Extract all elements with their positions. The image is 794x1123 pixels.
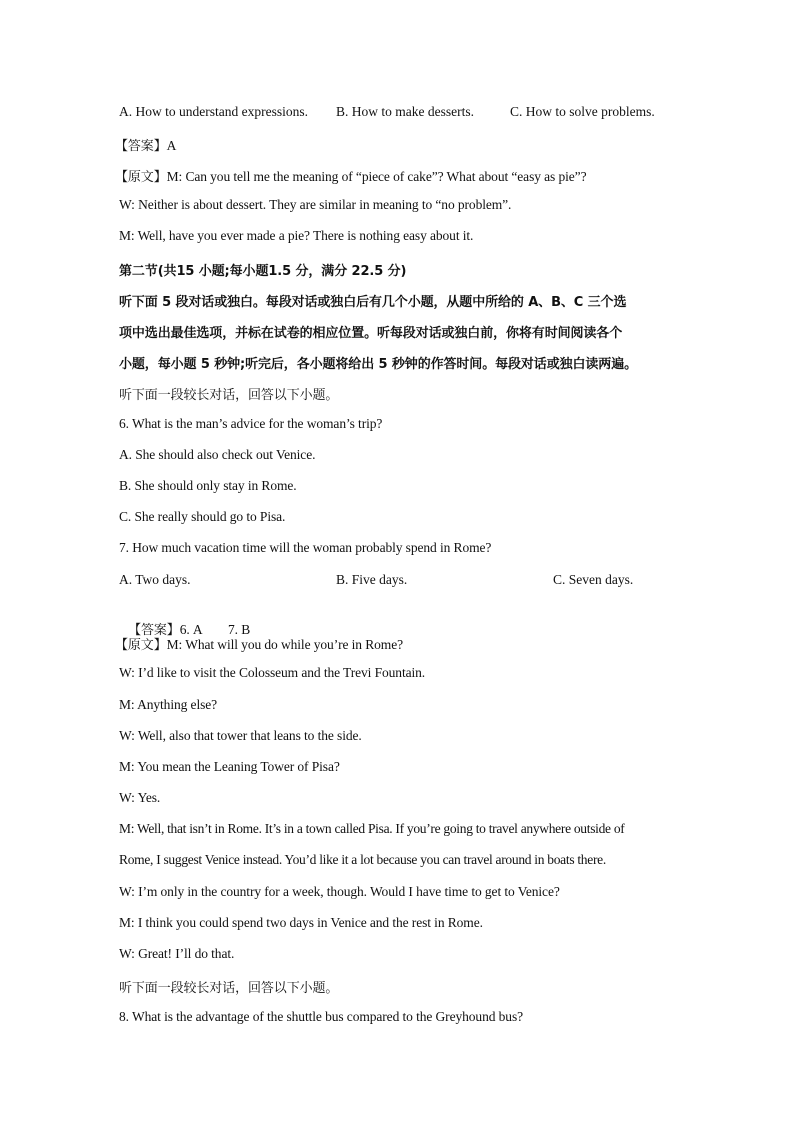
q6-option-c: C. She really should go to Pisa. — [119, 509, 286, 524]
q67-transcript-line-10: M: I think you could spend two days in Venice and the rest in Rome. — [119, 915, 483, 930]
transcript-label: 【原文】 — [115, 170, 167, 185]
q67-transcript-line-8: Rome, I suggest Venice instead. You’d like it a lot because you can travel around in boats there. — [119, 852, 606, 867]
section-2-instruction-1: 听下面 5 段对话或独白。每段对话或独白后有几个小题，从题中所给的 A、B、C 三个选 — [119, 295, 627, 310]
q67-transcript-line-9: W: I’m only in the country for a week, though. Would I have time to get to Venice? — [119, 884, 560, 899]
answer-label: 【答案】 — [115, 139, 167, 154]
transcript-text: M: Can you tell me the meaning of “piece of cake”? What about “easy as pie”? — [166, 169, 587, 184]
answer-value: A — [166, 138, 177, 153]
q5-option-b: B. How to make desserts. — [336, 104, 474, 119]
dialogue-intro-1: 听下面一段较长对话，回答以下小题。 — [119, 388, 339, 403]
section-2-title: 第二节(共15 小题;每小题1.5 分，满分 22.5 分) — [119, 264, 407, 279]
q67-transcript-line-4: W: Well, also that tower that leans to the side. — [119, 728, 362, 743]
q7-stem: 7. How much vacation time will the woman probably spend in Rome? — [119, 540, 492, 555]
q6-stem: 6. What is the man’s advice for the woman’s trip? — [119, 416, 383, 431]
q67-transcript-line-5: M: You mean the Leaning Tower of Pisa? — [119, 759, 340, 774]
answer-value: 6. A 7. B — [179, 622, 251, 637]
q5-option-c: C. How to solve problems. — [510, 104, 655, 119]
q67-transcript-line-3: M: Anything else? — [119, 697, 218, 712]
q5-transcript-line-1 — [115, 166, 587, 185]
q7-option-c: C. Seven days. — [553, 572, 634, 587]
q67-transcript-line-11: W: Great! I’ll do that. — [119, 946, 235, 961]
q5-transcript-line-3: M: Well, have you ever made a pie? There is nothing easy about it. — [119, 228, 474, 243]
transcript-label: 【原文】 — [115, 638, 167, 653]
q7-option-b: B. Five days. — [336, 572, 408, 587]
section-2-instruction-3: 小题，每小题 5 秒钟;听完后，各小题将给出 5 秒钟的作答时间。每段对话或独白读两遍。 — [119, 357, 637, 372]
q67-transcript-line-7: M: Well, that isn’t in Rome. It’s in a town called Pisa. If you’re going to travel anywhere outside of — [119, 821, 625, 836]
q8-stem: 8. What is the advantage of the shuttle bus compared to the Greyhound bus? — [119, 1009, 523, 1024]
q7-option-a: A. Two days. — [119, 572, 191, 587]
q6-option-b: B. She should only stay in Rome. — [119, 478, 297, 493]
q67-transcript-line-2: W: I’d like to visit the Colosseum and the Trevi Fountain. — [119, 665, 426, 680]
q67-transcript-line-1 — [115, 634, 403, 653]
transcript-text: M: What will you do while you’re in Rome? — [166, 637, 403, 652]
answer-label: 【答案】 — [128, 623, 180, 638]
section-2-instruction-2: 项中选出最佳选项，并标在试卷的相应位置。听每段对话或独白前，你将有时间阅读各个 — [119, 326, 623, 341]
q5-transcript-line-2: W: Neither is about dessert. They are similar in meaning to “no problem”. — [119, 197, 512, 212]
q5-answer — [115, 135, 177, 154]
q67-transcript-line-6: W: Yes. — [119, 790, 161, 805]
dialogue-intro-2: 听下面一段较长对话，回答以下小题。 — [119, 981, 339, 996]
q6-option-a: A. She should also check out Venice. — [119, 447, 316, 462]
q5-option-a: A. How to understand expressions. — [119, 104, 308, 119]
